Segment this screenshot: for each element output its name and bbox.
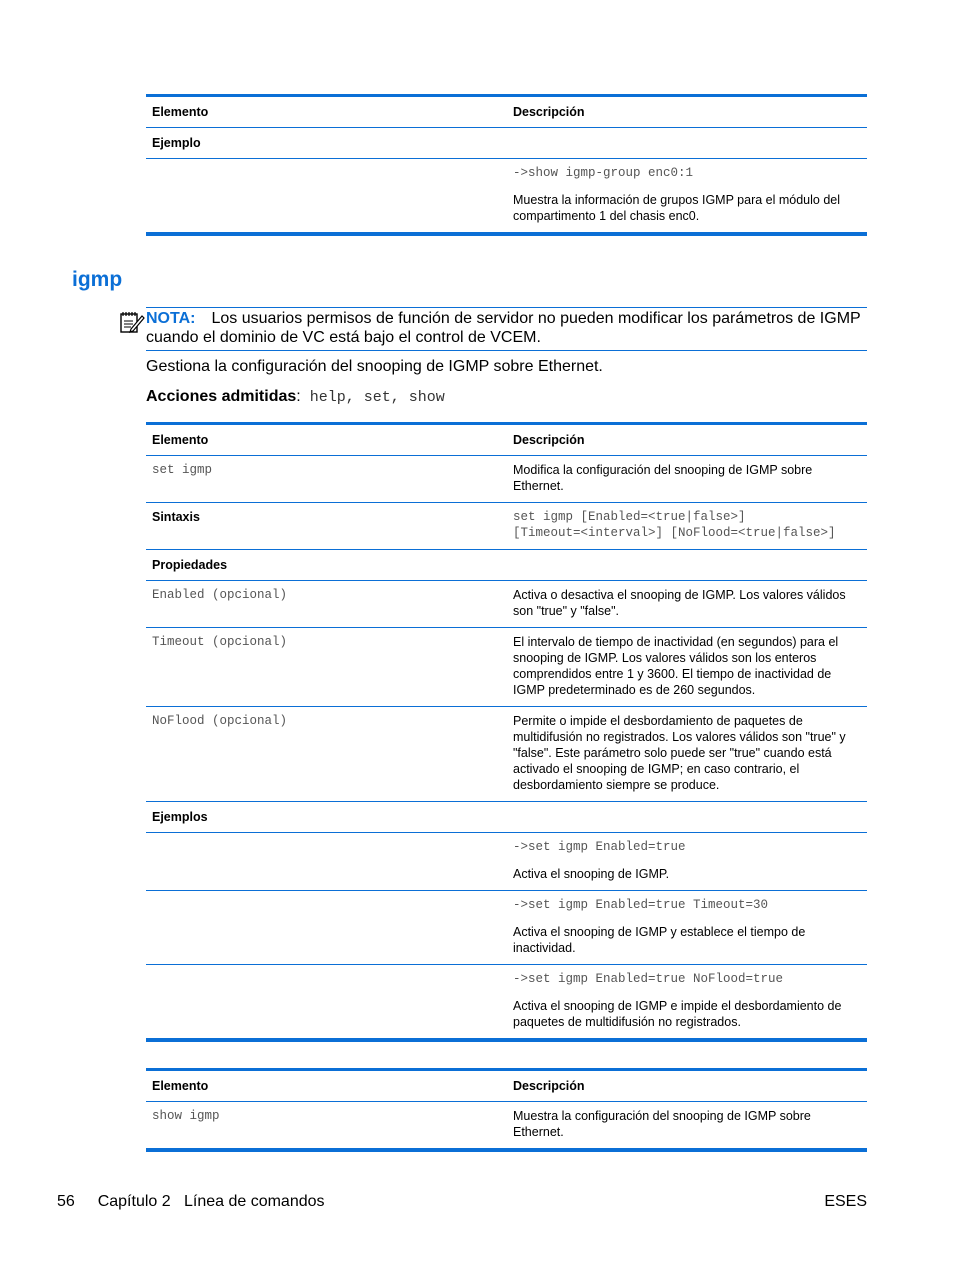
command-name: set igmp [152, 463, 213, 477]
col-header-description: Descripción [513, 1079, 585, 1093]
table-section-row [146, 550, 867, 581]
example-description: Muestra la información de grupos IGMP para el módulo del compartimento 1 del chasis enc0. [513, 193, 841, 223]
example-code: ->set igmp Enabled=true [513, 840, 686, 854]
note-text: Los usuarios permisos de función de servidor no pueden modificar los parámetros de IGMP cuando el dominio de VC está bajo el control de VCEM. [146, 310, 861, 346]
table-row [146, 1102, 867, 1148]
table-header [146, 425, 867, 456]
property-description: Activa o desactiva el snooping de IGMP. Los valores válidos son "true" y "false". [513, 588, 846, 618]
property-name: Timeout (opcional) [152, 635, 288, 649]
property-name: Enabled (opcional) [152, 588, 288, 602]
examples-label: Ejemplos [152, 810, 208, 824]
property-row [146, 628, 867, 707]
chapter-title: Capítulo 2 Línea de comandos [97, 1193, 325, 1210]
table-section-row [146, 802, 867, 833]
syntax-row [146, 503, 867, 550]
example-code: ->show igmp-group enc0:1 [513, 166, 694, 180]
property-description: El intervalo de tiempo de inactividad (en segundos) para el snooping de IGMP. Los valores válidos son los enteros comprendidos entre 1 y 3600. El tiempo de inactividad de IGMP predeterminado es de 260 segundos. [513, 635, 839, 697]
command-description: Modifica la configuración del snooping de IGMP sobre Ethernet. [513, 463, 813, 493]
col-header-element: Elemento [152, 105, 209, 119]
table-section-row [146, 128, 867, 159]
igmp-set-table [146, 422, 867, 1042]
supported-actions [146, 387, 445, 407]
example-row [146, 891, 867, 965]
section-heading: igmp [72, 268, 123, 291]
intro-text: Gestiona la configuración del snooping de IGMP sobre Ethernet. [146, 358, 603, 375]
actions-values: help, set, show [300, 389, 445, 406]
property-description: Permite o impide el desbordamiento de paquetes de multidifusión no registrados. Los valores válidos son "true" y "false". Este parámetro solo puede ser "true" cuando está activado el snooping de IGMP; en caso contrario, el desbordamiento siempre se produce. [513, 714, 846, 792]
syntax-line-2: [Timeout=<interval>] [NoFlood=<true|false>] [513, 526, 836, 540]
property-row [146, 581, 867, 628]
example-code: ->set igmp Enabled=true Timeout=30 [513, 898, 769, 912]
command-description: Muestra la configuración del snooping de IGMP sobre Ethernet. [513, 1109, 811, 1139]
page-footer-left [57, 1192, 325, 1211]
note-label: NOTA: [146, 310, 196, 327]
col-header-element: Elemento [152, 1079, 209, 1093]
syntax-line-1: set igmp [Enabled=<true|false>] [513, 510, 746, 524]
table-row [146, 456, 867, 503]
property-row [146, 707, 867, 802]
example-description: Activa el snooping de IGMP y establece el tiempo de inactividad. [513, 925, 806, 955]
table-header [146, 1071, 867, 1102]
syntax-label: Sintaxis [152, 510, 200, 524]
col-header-description: Descripción [513, 433, 585, 447]
table-continuation [146, 94, 867, 236]
section-label: Ejemplo [152, 136, 201, 150]
col-header-element: Elemento [152, 433, 209, 447]
page-number: 56 [57, 1193, 75, 1210]
note-box [146, 307, 867, 351]
property-name: NoFlood (opcional) [152, 714, 288, 728]
col-header-description: Descripción [513, 105, 585, 119]
table-header [146, 97, 867, 128]
example-description: Activa el snooping de IGMP. [513, 867, 670, 881]
igmp-show-table [146, 1068, 867, 1152]
table-row [146, 159, 867, 232]
example-code: ->set igmp Enabled=true NoFlood=true [513, 972, 784, 986]
actions-label: Acciones admitidas [146, 388, 297, 405]
example-description: Activa el snooping de IGMP e impide el desbordamiento de paquetes de multidifusión no registrados. [513, 999, 842, 1029]
page-footer-right: ESES [824, 1193, 867, 1210]
command-name: show igmp [152, 1109, 220, 1123]
note-icon [119, 310, 145, 339]
example-row [146, 833, 867, 891]
actions-separator: : [296, 388, 301, 405]
properties-label: Propiedades [152, 558, 228, 572]
example-row [146, 965, 867, 1038]
